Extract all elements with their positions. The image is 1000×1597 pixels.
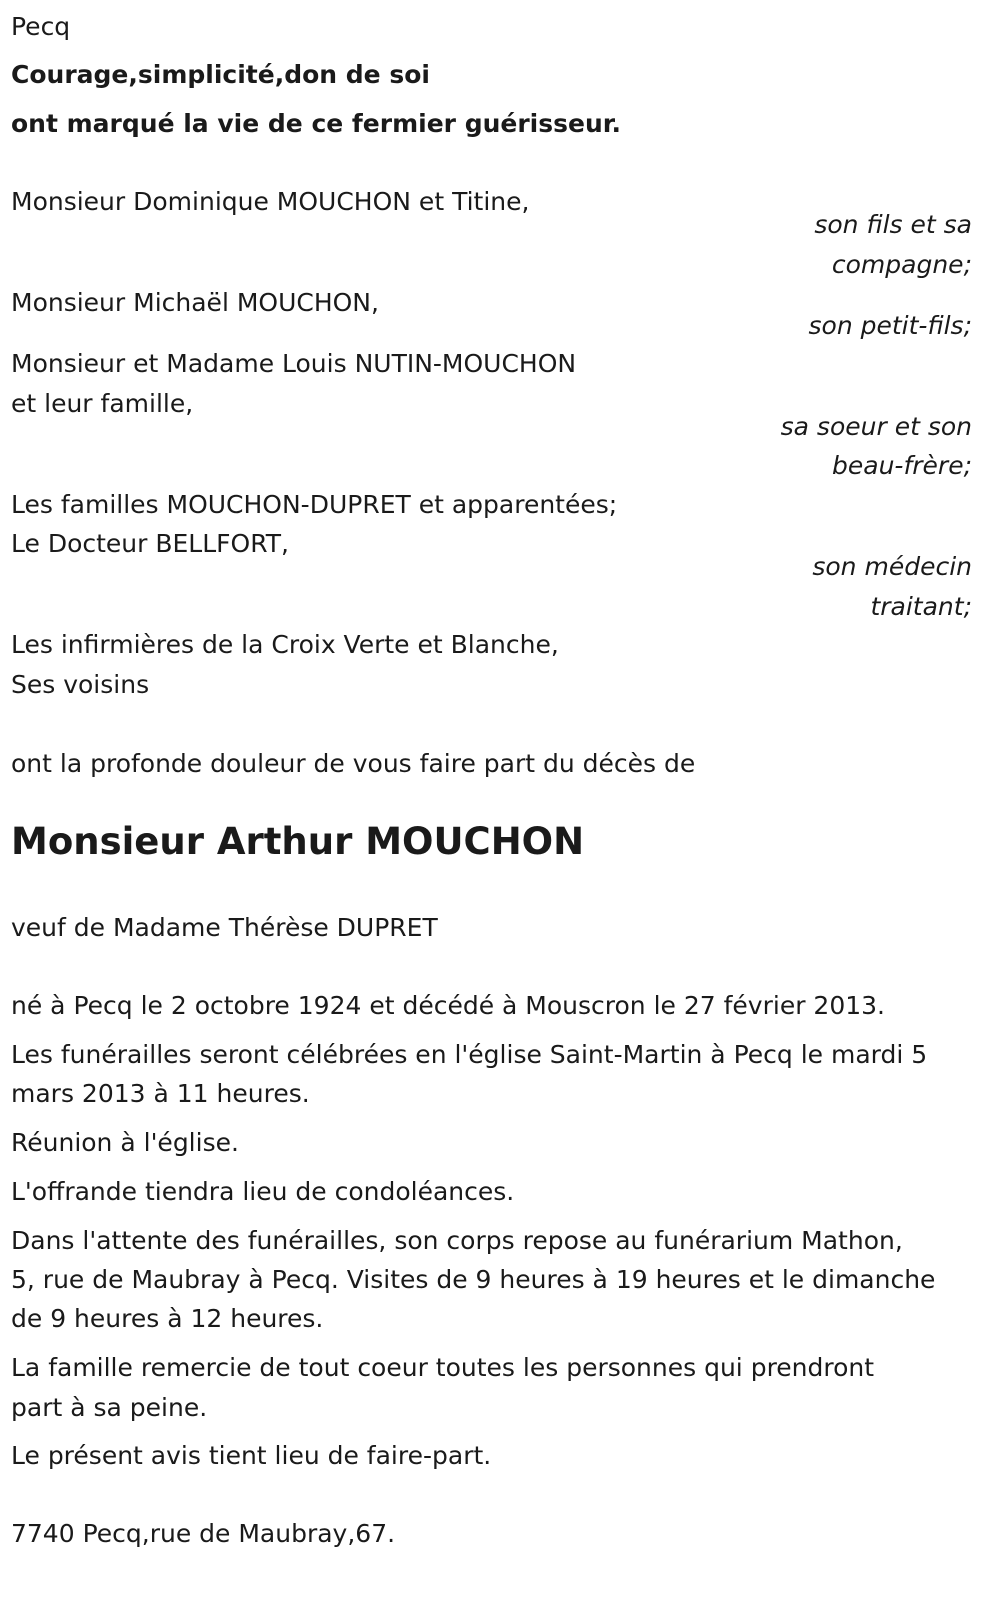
deceased-name: Monsieur Arthur MOUCHON <box>11 820 585 863</box>
relation-sister-line-1: sa soeur et son <box>780 412 972 441</box>
thanks-line-2: part à sa peine. <box>11 1393 208 1422</box>
visit-line-2: 5, rue de Maubray à Pecq. Visites de 9 heures à 19 heures et le dimanche <box>11 1265 936 1294</box>
widower-of: veuf de Madame Thérèse DUPRET <box>11 913 438 942</box>
relation-doctor-line-2: traitant; <box>870 592 972 621</box>
family-member-doctor: Le Docteur BELLFORT, <box>11 529 289 558</box>
tagline-line-2: ont marqué la vie de ce fermier guérisseur. <box>11 109 622 138</box>
family-member-neighbours: Ses voisins <box>11 670 150 699</box>
family-members-related: Les familles MOUCHON-DUPRET et apparentées; <box>11 490 618 519</box>
relation-son-line-1: son fils et sa <box>814 210 972 239</box>
thanks-line-1: La famille remercie de tout coeur toutes les personnes qui prendront <box>11 1353 875 1382</box>
family-member-son: Monsieur Dominique MOUCHON et Titine, <box>11 187 530 216</box>
offering: L'offrande tiendra lieu de condoléances. <box>11 1177 515 1206</box>
funeral-line-2: mars 2013 à 11 heures. <box>11 1079 310 1108</box>
visit-line-1: Dans l'attente des funérailles, son corps repose au funérarium Mathon, <box>11 1226 903 1255</box>
relation-son-line-2: compagne; <box>831 250 972 279</box>
meeting: Réunion à l'église. <box>11 1128 239 1157</box>
relation-sister-line-2: beau-frère; <box>832 451 972 480</box>
notice: Le présent avis tient lieu de faire-part. <box>11 1441 492 1470</box>
location: Pecq <box>11 12 71 41</box>
birth-death: né à Pecq le 2 octobre 1924 et décédé à Mouscron le 27 février 2013. <box>11 991 885 1020</box>
relation-doctor-line-1: son médecin <box>812 552 972 581</box>
family-member-nurses: Les infirmières de la Croix Verte et Blanche, <box>11 630 559 659</box>
relation-grandson: son petit-fils; <box>808 311 972 340</box>
funeral-line-1: Les funérailles seront célébrées en l'église Saint-Martin à Pecq le mardi 5 <box>11 1040 928 1069</box>
announcement: ont la profonde douleur de vous faire part du décès de <box>11 749 696 778</box>
address: 7740 Pecq,rue de Maubray,67. <box>11 1519 396 1548</box>
family-member-sister-line-1: Monsieur et Madame Louis NUTIN-MOUCHON <box>11 349 577 378</box>
tagline-line-1: Courage,simplicité,don de soi <box>11 60 430 89</box>
family-member-grandson: Monsieur Michaël MOUCHON, <box>11 288 379 317</box>
visit-line-3: de 9 heures à 12 heures. <box>11 1304 324 1333</box>
family-member-sister-line-2: et leur famille, <box>11 389 194 418</box>
